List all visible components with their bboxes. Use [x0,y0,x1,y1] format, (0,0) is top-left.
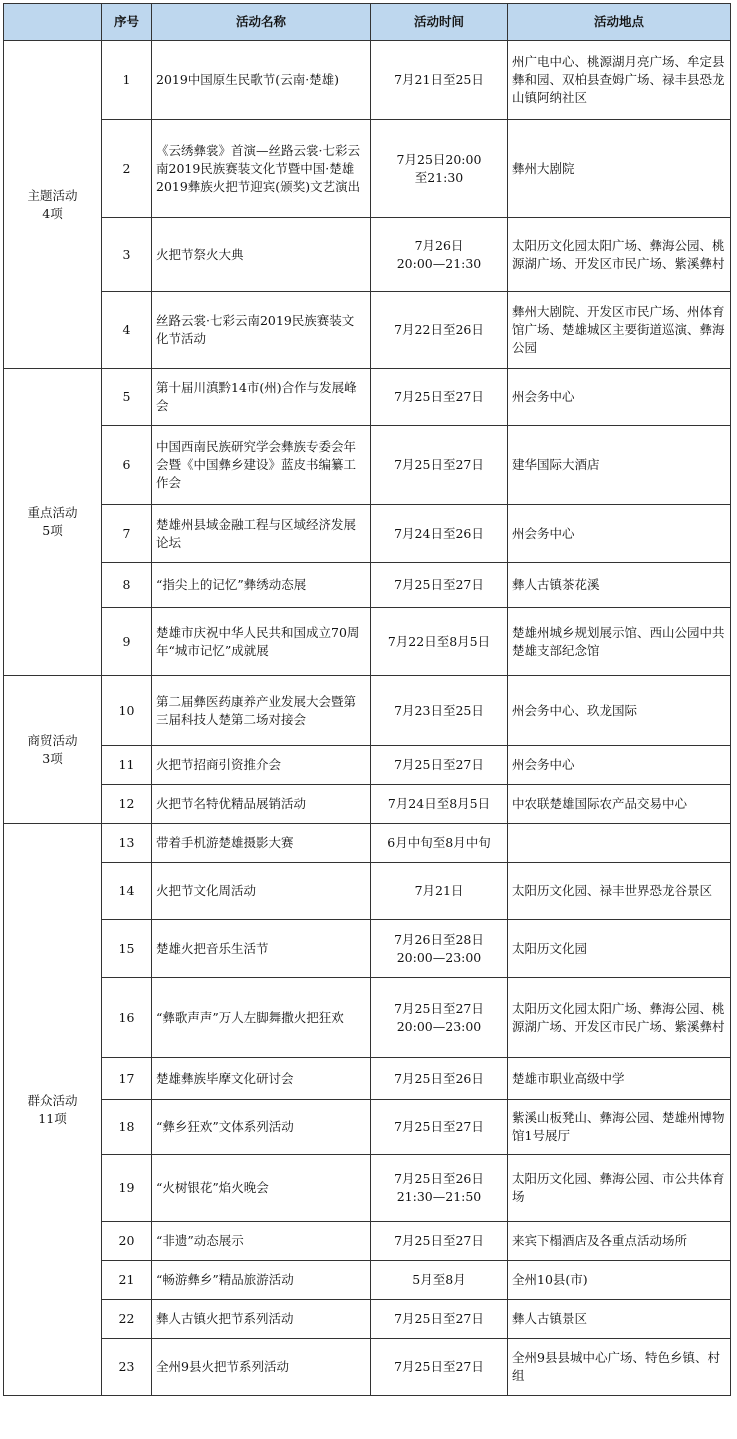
row-number: 7 [102,505,152,563]
activity-time: 7月23日至25日 [371,676,508,746]
activity-venue: 太阳历文化园、彝海公园、市公共体育场 [508,1155,731,1222]
activity-name: 彝人古镇火把节系列活动 [152,1300,371,1339]
activity-venue: 全州9县县城中心广场、特色乡镇、村组 [508,1339,731,1396]
activity-time: 7月25日至27日 [371,563,508,608]
row-number: 5 [102,369,152,426]
header-category [4,4,102,41]
activity-venue: 太阳历文化园、禄丰世界恐龙谷景区 [508,863,731,920]
activity-venue: 楚雄州城乡规划展示馆、西山公园中共楚雄支部纪念馆 [508,608,731,676]
activity-venue: 太阳历文化园太阳广场、彝海公园、桃源湖广场、开发区市民广场、紫溪彝村 [508,218,731,292]
activity-time: 7月25日至27日 [371,426,508,505]
activity-name: “火树银花”焰火晚会 [152,1155,371,1222]
table-row [4,1058,731,1100]
table-row [4,563,731,608]
activity-venue: 来宾下榻酒店及各重点活动场所 [508,1222,731,1261]
activity-time: 7月22日至8月5日 [371,608,508,676]
activity-name: 全州9县火把节系列活动 [152,1339,371,1396]
table-row [4,1300,731,1339]
activity-name: “非遗”动态展示 [152,1222,371,1261]
table-row [4,608,731,676]
activity-venue: 全州10县(市) [508,1261,731,1300]
category-cell: 商贸活动 3项 [4,676,102,824]
activity-time: 7月24日至8月5日 [371,785,508,824]
row-number: 12 [102,785,152,824]
activity-venue: 州会务中心 [508,746,731,785]
header-row [4,4,731,41]
activity-name: 楚雄州县域金融工程与区域经济发展论坛 [152,505,371,563]
table-row [4,369,731,426]
row-number: 20 [102,1222,152,1261]
activity-schedule-table [3,3,731,1396]
header-activity-venue: 活动地点 [508,4,731,41]
activity-name: 中国西南民族研究学会彝族专委会年会暨《中国彝乡建设》蓝皮书编纂工作会 [152,426,371,505]
row-number: 18 [102,1100,152,1155]
activity-name: 火把节文化周活动 [152,863,371,920]
activity-time: 7月21日 [371,863,508,920]
row-number: 3 [102,218,152,292]
activity-venue: 彝州大剧院、开发区市民广场、州体育馆广场、楚雄城区主要街道巡演、彝海公园 [508,292,731,369]
row-number: 2 [102,120,152,218]
table-row [4,120,731,218]
activity-venue: 州会务中心 [508,369,731,426]
table-row [4,676,731,746]
activity-venue: 彝人古镇景区 [508,1300,731,1339]
row-number: 4 [102,292,152,369]
activity-venue: 太阳历文化园 [508,920,731,978]
header-activity-time: 活动时间 [371,4,508,41]
activity-name: “指尖上的记忆”彝绣动态展 [152,563,371,608]
activity-time: 7月24日至26日 [371,505,508,563]
activity-time: 7月26日至28日 20:00—23:00 [371,920,508,978]
table-row [4,426,731,505]
activity-time: 7月22日至26日 [371,292,508,369]
row-number: 10 [102,676,152,746]
activity-time: 5月至8月 [371,1261,508,1300]
table-row [4,1100,731,1155]
activity-name: 楚雄市庆祝中华人民共和国成立70周年“城市记忆”成就展 [152,608,371,676]
table-row [4,1222,731,1261]
row-number: 19 [102,1155,152,1222]
activity-venue: 彝人古镇茶花溪 [508,563,731,608]
activity-name: 火把节招商引资推介会 [152,746,371,785]
category-cell: 群众活动 11项 [4,824,102,1396]
activity-venue: 州会务中心 [508,505,731,563]
table-row [4,824,731,863]
table-row [4,746,731,785]
activity-time: 7月25日至26日 21:30—21:50 [371,1155,508,1222]
activity-time: 7月25日至27日 [371,1222,508,1261]
activity-time: 7月25日至27日 [371,1100,508,1155]
activity-name: 楚雄火把音乐生活节 [152,920,371,978]
activity-name: 2019中国原生民歌节(云南·楚雄) [152,41,371,120]
activity-name: “彝乡狂欢”文体系列活动 [152,1100,371,1155]
table-row [4,785,731,824]
activity-time: 6月中旬至8月中旬 [371,824,508,863]
activity-name: 丝路云裳·七彩云南2019民族赛装文化节活动 [152,292,371,369]
activity-name: 第十届川滇黔14市(州)合作与发展峰会 [152,369,371,426]
activity-time: 7月25日20:00 至21:30 [371,120,508,218]
activity-venue: 州广电中心、桃源湖月亮广场、牟定县彝和园、双柏县查姆广场、禄丰县恐龙山镇阿纳社区 [508,41,731,120]
row-number: 22 [102,1300,152,1339]
activity-name: 带着手机游楚雄摄影大赛 [152,824,371,863]
table-row [4,218,731,292]
row-number: 14 [102,863,152,920]
activity-venue [508,824,731,863]
activity-venue: 太阳历文化园太阳广场、彝海公园、桃源湖广场、开发区市民广场、紫溪彝村 [508,978,731,1058]
table-row [4,1155,731,1222]
row-number: 23 [102,1339,152,1396]
activity-name: 第二届彝医药康养产业发展大会暨第三届科技人楚第二场对接会 [152,676,371,746]
activity-time: 7月26日 20:00—21:30 [371,218,508,292]
row-number: 1 [102,41,152,120]
table-row [4,292,731,369]
table-row [4,41,731,120]
activity-name: “彝歌声声”万人左脚舞撒火把狂欢 [152,978,371,1058]
header-activity-name: 活动名称 [152,4,371,41]
table-row [4,505,731,563]
activity-name: 火把节祭火大典 [152,218,371,292]
activity-time: 7月25日至27日 [371,369,508,426]
header-number: 序号 [102,4,152,41]
activity-time: 7月25日至27日 20:00—23:00 [371,978,508,1058]
activity-venue: 建华国际大酒店 [508,426,731,505]
row-number: 15 [102,920,152,978]
row-number: 17 [102,1058,152,1100]
table-row [4,863,731,920]
row-number: 9 [102,608,152,676]
activity-venue: 州会务中心、玖龙国际 [508,676,731,746]
activity-name: 《云绣彝裳》首演—丝路云裳·七彩云南2019民族赛装文化节暨中国·楚雄2019彝族火把节迎宾(颁奖)文艺演出 [152,120,371,218]
activity-name: 火把节名特优精品展销活动 [152,785,371,824]
row-number: 11 [102,746,152,785]
category-cell: 主题活动 4项 [4,41,102,369]
row-number: 8 [102,563,152,608]
table-row [4,1339,731,1396]
activity-venue: 楚雄市职业高级中学 [508,1058,731,1100]
category-cell: 重点活动 5项 [4,369,102,676]
row-number: 13 [102,824,152,863]
activity-time: 7月25日至27日 [371,1300,508,1339]
activity-venue: 彝州大剧院 [508,120,731,218]
activity-name: 楚雄彝族毕摩文化研讨会 [152,1058,371,1100]
activity-time: 7月25日至27日 [371,1339,508,1396]
row-number: 21 [102,1261,152,1300]
activity-time: 7月25日至27日 [371,746,508,785]
activity-name: “畅游彝乡”精品旅游活动 [152,1261,371,1300]
activity-time: 7月25日至26日 [371,1058,508,1100]
activity-venue: 紫溪山板凳山、彝海公园、楚雄州博物馆1号展厅 [508,1100,731,1155]
activity-venue: 中农联楚雄国际农产品交易中心 [508,785,731,824]
table-row [4,978,731,1058]
table-row [4,920,731,978]
row-number: 6 [102,426,152,505]
table-row [4,1261,731,1300]
row-number: 16 [102,978,152,1058]
activity-time: 7月21日至25日 [371,41,508,120]
